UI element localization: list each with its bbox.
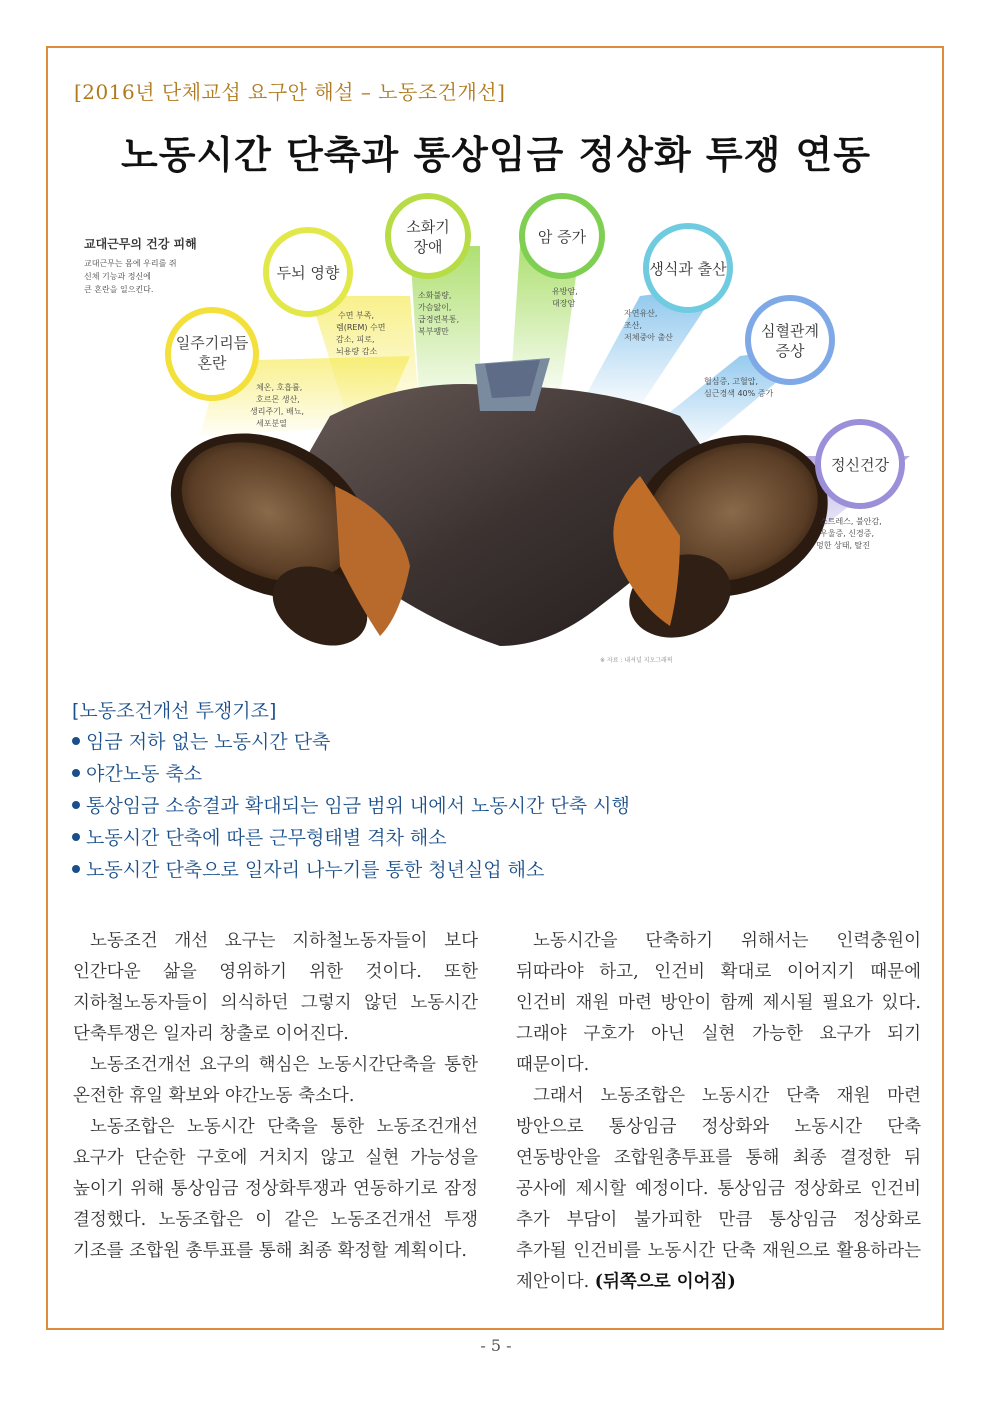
circle-brain-desc-2: 렘(REM) 수면 (336, 323, 386, 332)
circle-cardio-desc-2: 심근경색 40% 증가 (704, 389, 774, 398)
page-title: 노동시간 단축과 통상임금 정상화 투쟁 연동 (121, 133, 871, 177)
circle-circadian-desc-4: 세포분열 (256, 419, 287, 428)
circle-cancer-label: 암 증가 (537, 228, 587, 246)
circle-digestive-label-1: 소화기 (406, 218, 450, 236)
illus-heading: 교대근무의 건강 피해 (84, 237, 197, 251)
circle-circadian-label-2: 혼란 (197, 354, 227, 372)
body-paragraph (516, 1081, 921, 1298)
circle-reproduction-desc-1: 자연유산, (624, 309, 658, 318)
circle-digestive-desc-4: 복부팽만 (418, 327, 449, 336)
circle-brain-desc-4: 뇌용량 감소 (336, 347, 378, 356)
circle-cardio (748, 298, 832, 382)
illus-heading-desc-2: 신체 기능과 정신에 (84, 272, 151, 281)
circle-cancer-desc-2: 대장암 (552, 299, 576, 308)
body-paragraph: 노동조건개선 요구의 핵심은 노동시간단축을 통한 온전한 휴일 확보와 야간노동 축소다. (73, 1055, 478, 1106)
circle-digestive-label-2: 장애 (413, 238, 443, 256)
circle-reproduction-desc-3: 저체중아 출산 (624, 333, 673, 342)
circle-circadian-label-1: 일주기리듬 (175, 334, 249, 352)
basis-item: 노동시간 단축으로 일자리 나누기를 통한 청년실업 해소 (72, 854, 630, 886)
circle-mental-desc-2: 우울증, 신경증, (820, 529, 874, 538)
circle-circadian-desc-3: 생리주기, 배뇨, (250, 407, 304, 416)
circle-mental-desc-3: 멍한 상태, 탈진 (816, 541, 870, 550)
body-paragraph-text: 그래서 노동조합은 노동시간 단축 재원 마련 방안으로 통상임금 정상화와 노동시간 단축 연동방안을 조합원총투표를 통해 최종 결정한 뒤 공사에 제시할 예정이다. 통상임금 정상화로 인건비 추가 부담이 불가피한 만큼 통상임금 정상화로 추가될 인건비를 노동시간 단축 재원으로 활용하라는 제안이다. (516, 1086, 921, 1292)
circle-digestive (388, 196, 468, 276)
circle-brain-desc-3: 감소, 피로, (336, 335, 375, 344)
body-column-left (73, 926, 478, 1267)
health-illustration (80, 186, 912, 668)
section-subtitle: [2016년 단체교섭 요구안 해설 – 노동조건개선] (74, 80, 506, 104)
circle-circadian-desc-2: 호르몬 생산, (256, 395, 300, 404)
circle-reproduction-desc-2: 조산, (624, 321, 642, 330)
circle-digestive-desc-3: 급경련복통, (418, 315, 460, 324)
circle-brain-desc-1: 수면 부족, (338, 311, 374, 320)
body-column-right (516, 926, 921, 1298)
circle-digestive-desc-2: 가슴앓이, (418, 303, 452, 312)
circle-cardio-label-2: 증상 (775, 342, 805, 360)
illus-source: ※ 자료 : 내셔널 지오그래픽 (600, 657, 673, 664)
circle-cardio-label-1: 심혈관계 (761, 322, 819, 340)
basis-list (72, 726, 630, 886)
circle-digestive-desc-1: 소화불량, (418, 291, 452, 300)
body-paragraph: 노동시간을 단축하기 위해서는 인력충원이 뒤따라야 하고, 인건비 확대로 이어지기 때문에 인건비 재원 마련 방안이 함께 제시될 필요가 있다. 그래야 구호가 아닌 실현 가능한 요구가 되기 때문이다. (516, 931, 921, 1075)
basis-item: 야간노동 축소 (72, 758, 630, 790)
bullet-icon (72, 801, 80, 809)
bullet-icon (72, 833, 80, 841)
circle-mental-label: 정신건강 (831, 456, 889, 474)
basis-item: 노동시간 단축에 따른 근무형태별 격차 해소 (72, 822, 630, 854)
circle-cancer-desc-1: 유방암, (552, 287, 578, 296)
page-number: - 5 - (480, 1336, 512, 1355)
body-paragraph: 노동조합은 노동시간 단축을 통한 노동조건개선 요구가 단순한 구호에 거치지 않고 실현 가능성을 높이기 위해 통상임금 정상화투쟁과 연동하기로 잠정 결정했다. 노동조합은 이 같은 노동조건개선 투쟁 기조를 조합원 총투표를 통해 최종 확정할 계획이다. (73, 1117, 478, 1261)
illus-heading-desc-1: 교대근무는 몸에 우리를 쥐 (84, 259, 177, 268)
bullet-icon (72, 737, 80, 745)
circle-cardio-desc-1: 협심증, 고혈압, (704, 377, 758, 386)
circle-brain-label: 두뇌 영향 (276, 264, 340, 282)
illus-heading-desc-3: 큰 혼란을 일으킨다. (84, 285, 154, 294)
basis-title: [노동조건개선 투쟁기조] (72, 700, 277, 722)
circle-circadian-desc-1: 체온, 호흡률, (256, 383, 303, 392)
bullet-icon (72, 865, 80, 873)
continued-note: (뒤쪽으로 이어짐) (594, 1272, 736, 1292)
circle-reproduction-label: 생식과 출산 (649, 260, 727, 278)
circle-mental-desc-1: 스트레스, 불안감, (820, 517, 882, 526)
illustration-svg (80, 186, 912, 668)
basis-item: 통상임금 소송결과 확대되는 임금 범위 내에서 노동시간 단축 시행 (72, 790, 630, 822)
basis-item: 임금 저하 없는 노동시간 단축 (72, 726, 630, 758)
bullet-icon (72, 769, 80, 777)
body-paragraph: 노동조건 개선 요구는 지하철노동자들이 보다 인간다운 삶을 영위하기 위한 것이다. 또한 지하철노동자들이 의식하던 그렇지 않던 노동시간 단축투쟁은 일자리 창출로 이어진다. (73, 931, 478, 1044)
